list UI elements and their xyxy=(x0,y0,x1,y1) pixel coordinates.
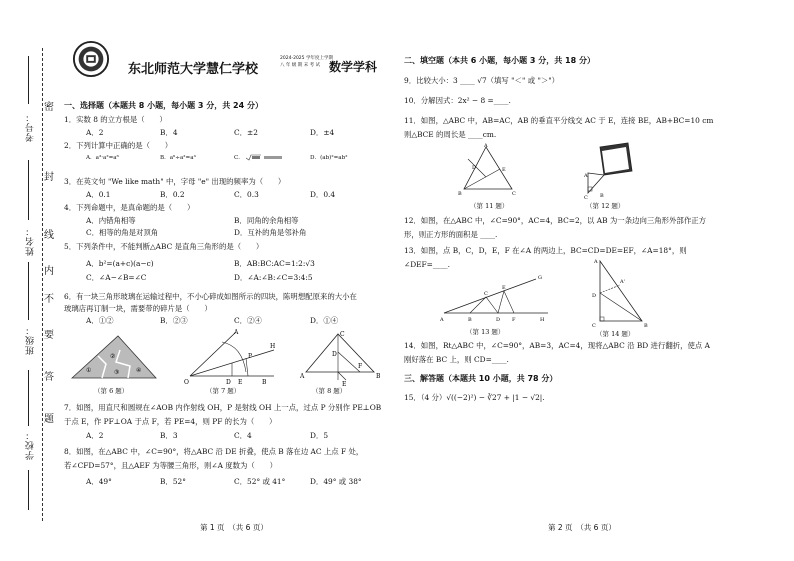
class-label: 班级： xyxy=(26,325,36,355)
figure-11-diagram xyxy=(456,143,520,201)
exam-number-line xyxy=(28,56,30,104)
figure-6-caption: （第 6 题） xyxy=(94,387,129,395)
q1-option-d: D．±4 xyxy=(310,128,335,137)
seal-char: 线 xyxy=(44,230,54,241)
svg-text:B: B xyxy=(376,373,381,380)
q1-option-b: B．4 xyxy=(160,128,178,137)
q2-option-d: D．(ab)²=ab² xyxy=(310,155,348,161)
q3-option-c: C．0.3 xyxy=(234,190,259,199)
q6-option-d: D．①④ xyxy=(310,316,339,325)
figure-13-diagram xyxy=(440,273,550,325)
question-6-line-2: 玻璃店再订制一块，需要带的碎片是（ ） xyxy=(64,304,212,313)
school-logo xyxy=(72,40,110,78)
seal-char: 要 xyxy=(44,330,54,341)
school-label: 学校： xyxy=(26,430,36,460)
svg-text:A: A xyxy=(484,143,488,149)
question-15: 15．（4 分）√((−2)²) − ∛27 + |1 − √2|. xyxy=(404,393,545,402)
question-11-line-1: 11．如图，△ABC 中，AB=AC，AB 的垂直平分线交 AC 于 E，连接 BE，AB+BC=10 cm xyxy=(404,116,714,125)
question-12-line-1: 12．如图，在△ABC 中，∠C=90°，AC=4，BC=2，以 AB 为一条边向三角形外部作正方 xyxy=(404,216,706,225)
seal-char: 答 xyxy=(44,372,54,383)
figure-12-caption: （第 12 题） xyxy=(586,202,625,210)
binding-margin xyxy=(0,0,58,561)
figure-14-caption: （第 14 题） xyxy=(596,330,635,338)
figure-7-diagram xyxy=(182,328,278,388)
svg-text:D: D xyxy=(226,379,231,386)
q8-option-b: B．52° xyxy=(160,477,186,486)
q2-option-c xyxy=(234,153,284,164)
svg-text:A: A xyxy=(300,373,305,380)
q3-option-d: D．0.4 xyxy=(310,190,336,199)
question-13-line-1: 13．如图，点 B，C，D，E，F 在∠A 的两边上，BC=CD=DE=EF，∠A=18°，则 xyxy=(404,246,687,255)
term-line-1: 2024-2025 学年度上学期 xyxy=(280,56,333,61)
svg-text:A: A xyxy=(594,259,598,265)
q7-option-b: B．3 xyxy=(160,431,178,440)
seal-char: 题 xyxy=(44,414,54,425)
figure-7-caption: （第 7 题） xyxy=(206,387,241,395)
q3-option-a: A．0.1 xyxy=(86,190,111,199)
figure-14-diagram xyxy=(590,255,652,331)
svg-text:P: P xyxy=(248,353,253,360)
q2-option-c-expression xyxy=(246,154,284,161)
svg-text:E: E xyxy=(342,381,347,388)
q4-option-d: D．互补的角是邻补角 xyxy=(234,228,307,237)
question-12-line-2: 形，则正方形的面积是 ____. xyxy=(404,230,498,239)
svg-text:C: C xyxy=(512,191,516,197)
q3-option-b: B．0.2 xyxy=(160,190,185,199)
q7-option-c: C．4 xyxy=(234,431,252,440)
svg-text:B: B xyxy=(644,323,648,329)
section-2-heading: 二、填空题（本共 6 小题，每小题 3 分，共 18 分） xyxy=(404,56,595,65)
question-4: 4．下列命题中，是真命题的是（ ） xyxy=(64,203,195,212)
seal-char: 封 xyxy=(44,172,54,183)
q2-option-a: A．a³·a²=a⁶ xyxy=(86,155,119,161)
name-label: 姓名： xyxy=(26,226,36,256)
q5-option-b: B．AB:BC:AC=1:2:√3 xyxy=(234,259,315,268)
svg-text:D: D xyxy=(496,317,501,323)
svg-text:②: ② xyxy=(110,353,116,360)
svg-text:H: H xyxy=(540,317,545,323)
q4-option-b: B．同角的余角相等 xyxy=(234,216,299,225)
svg-text:E: E xyxy=(502,167,506,173)
question-10: 10．分解因式：2x² − 8 =____. xyxy=(404,96,511,105)
school-line xyxy=(28,370,30,426)
name-line xyxy=(28,160,30,220)
figure-11-caption: （第 11 题） xyxy=(470,202,509,210)
section-1-heading: 一、选择题（本题共 8 小题，每小题 3 分，共 24 分） xyxy=(64,101,263,110)
svg-text:B: B xyxy=(458,191,462,197)
svg-text:G: G xyxy=(538,275,542,281)
svg-text:A': A' xyxy=(620,279,625,285)
subject-title: 数学学科 xyxy=(329,60,378,74)
q4-option-c: C．相等的角是对顶角 xyxy=(86,228,159,237)
q7-option-d: D．5 xyxy=(310,431,329,440)
svg-text:H: H xyxy=(270,343,276,350)
question-11-line-2: 则△BCE 的周长是 ____cm. xyxy=(404,130,497,139)
exam-number-label: 考号： xyxy=(26,112,36,142)
svg-text:C: C xyxy=(484,291,488,297)
svg-text:A: A xyxy=(440,317,444,323)
svg-text:E: E xyxy=(238,379,243,386)
question-13-line-2: ∠DEF=____. xyxy=(404,260,450,269)
q2-option-c-label: C． xyxy=(234,155,244,161)
svg-text:D: D xyxy=(472,165,477,171)
svg-text:B: B xyxy=(600,193,604,199)
figure-13-caption: （第 13 题） xyxy=(466,328,505,336)
question-7-line-1: 7．如图，用直尺和圆规在∠AOB 内作射线 OH，P 是射线 OH 上一点，过点 P 分别作 PE⊥OB xyxy=(64,403,382,412)
question-6-line-1: 6．有一块三角形玻璃在运输过程中，不小心碎成如图所示的四块，陈明想配原来的大小在 xyxy=(64,292,357,301)
bottom-line xyxy=(28,470,30,510)
section-3-heading: 三、解答题（本题共 10 小题，共 78 分） xyxy=(404,374,558,383)
q5-option-c: C．∠A−∠B=∠C xyxy=(86,273,147,282)
figure-6-diagram xyxy=(68,328,160,390)
figure-8-diagram xyxy=(298,328,382,388)
svg-text:B: B xyxy=(468,317,472,323)
exam-header xyxy=(72,40,378,84)
seal-dashed-line xyxy=(42,48,43,521)
svg-text:④: ④ xyxy=(136,367,142,374)
q7-option-a: A．2 xyxy=(86,431,104,440)
question-3: 3．在英文句 "We like math" 中，字母 "e" 出现的频率为（ ） xyxy=(64,177,286,186)
question-5: 5．下列条件中，不能判断△ABC 是直角三角形的是（ ） xyxy=(64,242,264,251)
svg-text:C: C xyxy=(592,323,596,329)
school-name: 东北师范大学慧仁学校 xyxy=(128,62,259,77)
q6-option-b: B．②③ xyxy=(160,316,188,325)
q5-option-a: A．b²=(a+c)(a−c) xyxy=(86,259,154,268)
q8-option-d: D．49° 或 38° xyxy=(310,477,362,486)
svg-text:C: C xyxy=(340,331,345,338)
class-line xyxy=(28,262,30,320)
svg-text:D: D xyxy=(332,351,337,358)
svg-text:F: F xyxy=(358,363,363,370)
q1-option-a: A．2 xyxy=(86,128,104,137)
seal-char: 内 xyxy=(44,266,54,277)
question-2: 2．下列计算中正确的是（ ） xyxy=(64,141,173,150)
q1-option-c: C．±2 xyxy=(234,128,258,137)
q6-option-c: C．②④ xyxy=(234,316,262,325)
q2-option-b: B．a⁶÷a²=a³ xyxy=(160,155,196,161)
svg-text:F: F xyxy=(512,317,516,323)
svg-text:C: C xyxy=(584,195,588,201)
q5-option-d: D．∠A:∠B:∠C=3:4:5 xyxy=(234,273,313,282)
question-8-line-1: 8．如图，在△ABC 中，∠C=90°，将△ABC 沿 DE 折叠，使点 B 落在边 AC 上点 F 处， xyxy=(64,447,364,456)
svg-text:O: O xyxy=(184,379,189,386)
question-9: 9．比较大小：3 ____ √7（填写 "＜" 或 "＞"） xyxy=(404,76,560,85)
figure-12-diagram xyxy=(582,139,642,201)
page-2-footer: 第 2 页 （共 6 页） xyxy=(548,523,616,532)
q8-option-c: C．52° 或 41° xyxy=(234,477,286,486)
svg-text:E: E xyxy=(502,285,506,291)
term-line-2: 八 年 级 期 末 考 试 xyxy=(280,63,321,68)
svg-text:③: ③ xyxy=(114,369,120,376)
figure-8-caption: （第 8 题） xyxy=(312,387,347,395)
page-1-footer: 第 1 页 （共 6 页） xyxy=(200,523,268,532)
question-14-line-2: 刚好落在 BC 上，则 CD=____. xyxy=(404,355,509,364)
question-14-line-1: 14．如图，Rt△ABC 中，∠C=90°，AB=3，AC=4，现将△ABC 沿 BD 进行翻折，使点 A xyxy=(404,341,710,350)
q8-option-a: A．49° xyxy=(86,477,112,486)
question-7-line-2: 于点 E，作 PF⊥OA 于点 F，若 PE=4，则 PF 的长为（ ） xyxy=(64,417,277,426)
q6-option-a: A．①② xyxy=(86,316,114,325)
svg-text:D: D xyxy=(592,293,597,299)
question-8-line-2: 若∠CFD=57°，且△AEF 为等腰三角形，则∠A 度数为（ ） xyxy=(64,461,277,470)
svg-text:①: ① xyxy=(86,367,92,374)
svg-text:A: A xyxy=(584,173,588,179)
seal-char: 不 xyxy=(44,294,54,305)
svg-text:A: A xyxy=(234,329,239,336)
seal-char: 密 xyxy=(44,102,54,113)
svg-text:B: B xyxy=(262,379,267,386)
q4-option-a: A．内错角相等 xyxy=(86,216,136,225)
question-1: 1．实数 8 的立方根是（ ） xyxy=(64,115,167,124)
